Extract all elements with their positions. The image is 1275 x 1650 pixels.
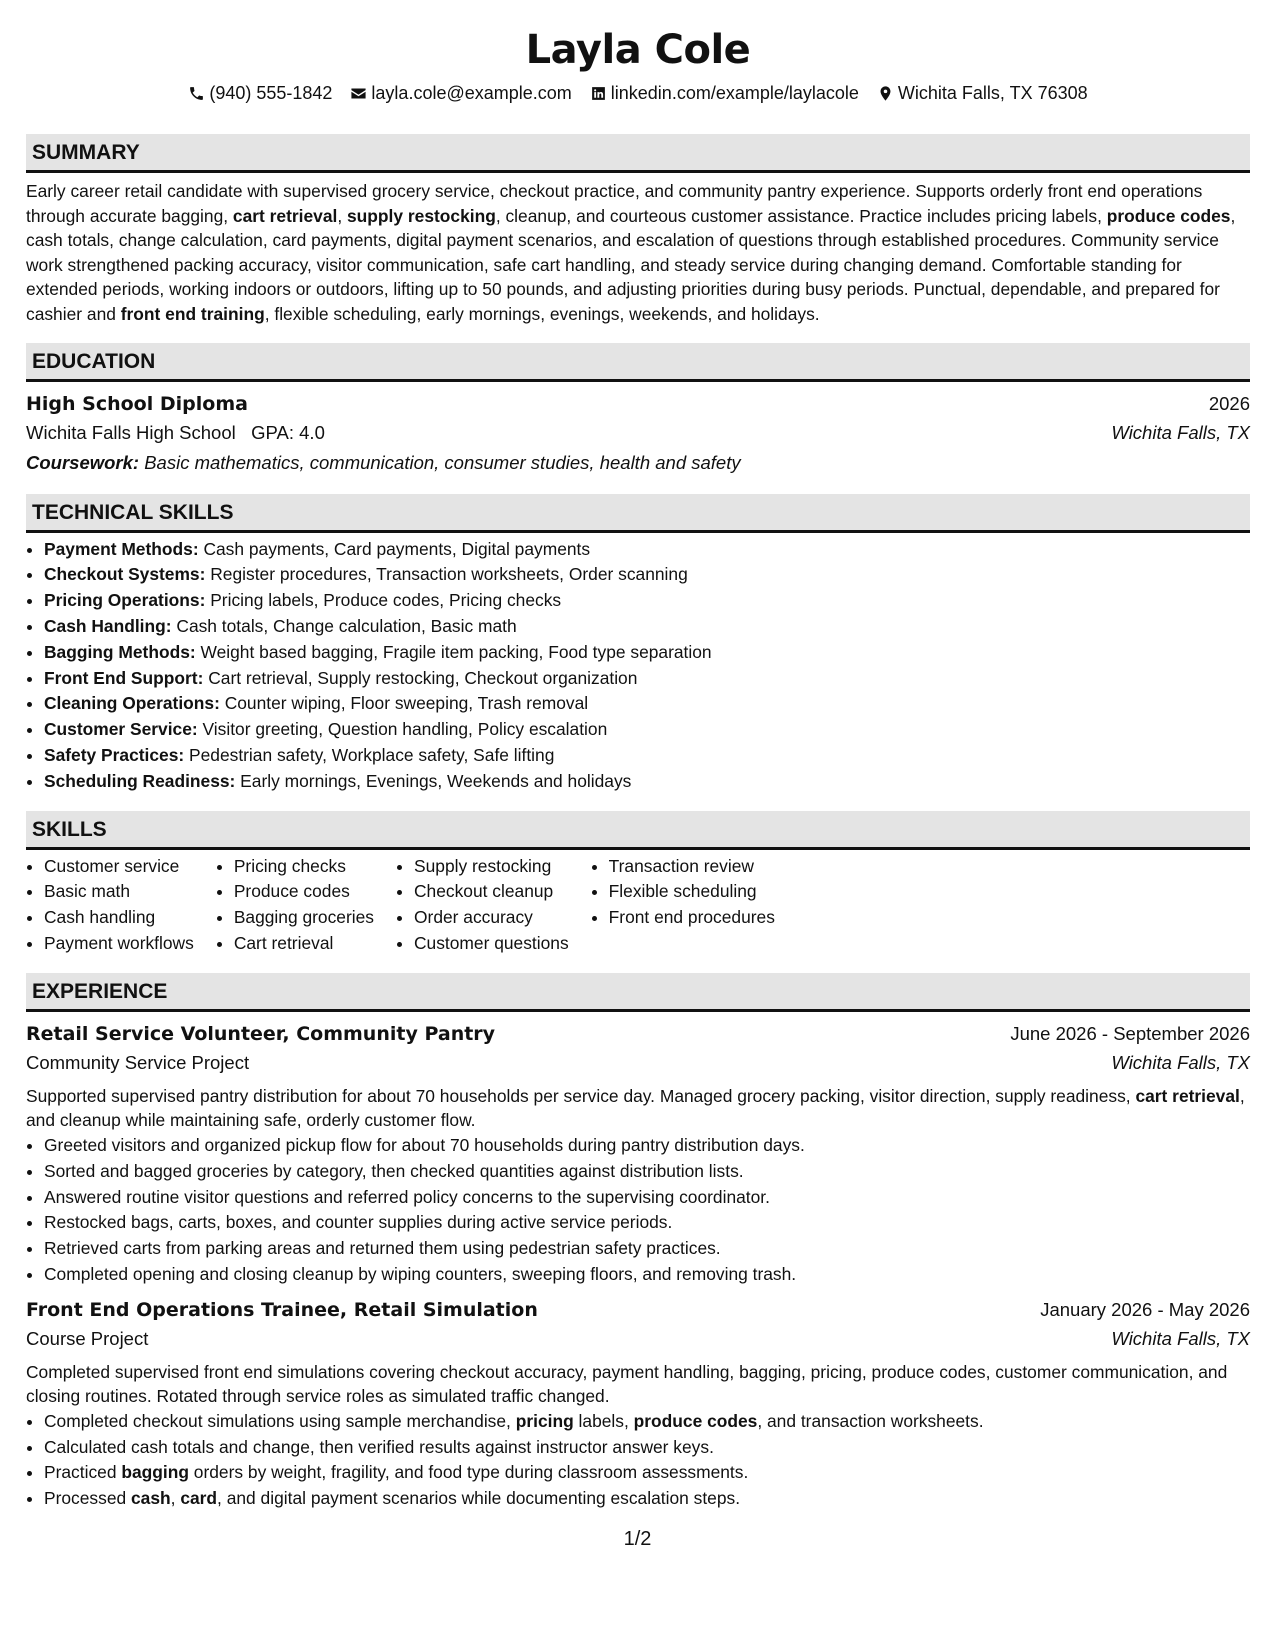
skill-category: Front End Support: xyxy=(44,667,204,688)
technical-skill-item xyxy=(44,666,1250,692)
skill-item: • Payment workflows xyxy=(44,931,194,957)
text-run: orders by weight, fragility, and food type during classroom assessments. xyxy=(188,1462,749,1483)
skill-category: Safety Practices: xyxy=(44,744,185,765)
contact-phone xyxy=(188,80,332,106)
skill-item: • Front end procedures xyxy=(609,905,775,931)
text-run: Practiced xyxy=(44,1462,122,1483)
text-run: , and transaction worksheets. xyxy=(757,1410,984,1431)
job-organization: Community Service Project xyxy=(26,1051,250,1073)
job-dates: June 2026 - September 2026 xyxy=(1010,1022,1250,1044)
skill-item: • Produce codes xyxy=(234,879,374,905)
job-summary xyxy=(26,1360,1250,1409)
text-run: Retrieved carts from parking areas and returned them using pedestrian safety practices. xyxy=(44,1238,721,1259)
skill-category: Checkout Systems: xyxy=(44,564,206,585)
bold-keyword: front end training xyxy=(120,303,265,324)
text-run: Sorted and bagged groceries by category, then checked quantities against distribution lists. xyxy=(44,1160,744,1181)
text-run: labels, xyxy=(573,1410,634,1431)
job-bullets xyxy=(26,1133,1250,1288)
text-run: , and cleanup while maintaining safe, orderly customer flow. xyxy=(26,1085,1245,1131)
job-title: Front End Operations Trainee, Retail Simulation xyxy=(26,1298,538,1321)
school-info xyxy=(26,418,325,448)
technical-skill-item xyxy=(44,717,1250,743)
skills-column xyxy=(591,854,775,957)
experience-list xyxy=(26,1020,1250,1512)
text-run: Processed xyxy=(44,1488,131,1509)
map-pin-icon xyxy=(877,85,894,102)
technical-skill-item xyxy=(44,769,1250,795)
envelope-icon xyxy=(350,85,367,102)
bold-keyword: bagging xyxy=(121,1462,189,1483)
skill-item: • Checkout cleanup xyxy=(414,879,569,905)
technical-skill-item xyxy=(44,588,1250,614)
text-run: Early career retail candidate with supervised grocery service, checkout practice, and community pantry experience. Supports orderly front end operations through accurate bagging, xyxy=(26,181,1203,226)
job-organization: Course Project xyxy=(26,1327,149,1349)
contact-location xyxy=(877,80,1088,106)
job-row-2 xyxy=(26,1048,1250,1078)
resume-page xyxy=(26,0,1250,1512)
technical-skill-item xyxy=(44,562,1250,588)
text-run: Greeted visitors and organized pickup flow for about 70 households during pantry distribution days. xyxy=(44,1134,805,1155)
job-bullets xyxy=(26,1409,1250,1512)
text-run: Completed opening and closing cleanup by wiping counters, sweeping floors, and removing trash. xyxy=(44,1263,797,1284)
page-number: 1/2 xyxy=(623,1528,652,1550)
skill-category: Scheduling Readiness: xyxy=(44,770,236,791)
text-run: , flexible scheduling, early mornings, evenings, weekends, and holidays. xyxy=(264,303,820,324)
skills-grid xyxy=(26,854,1250,957)
technical-skill-item xyxy=(44,743,1250,769)
linkedin-text[interactable]: linkedin.com/example/laylacole xyxy=(610,83,859,103)
skills-column xyxy=(396,854,569,957)
degree: High School Diploma xyxy=(26,392,248,415)
skill-item: • Bagging groceries xyxy=(234,905,374,931)
skill-values: Cash payments, Card payments, Digital payments xyxy=(198,538,591,559)
skill-item: • Order accuracy xyxy=(414,905,569,931)
text-run: Completed checkout simulations using sample merchandise, xyxy=(44,1410,516,1431)
technical-skills-list xyxy=(26,537,1250,795)
skill-values: Pedestrian safety, Workplace safety, Safe lifting xyxy=(184,744,555,765)
bold-keyword: supply restocking xyxy=(347,205,496,226)
linkedin-icon xyxy=(590,85,607,102)
bold-keyword: produce codes xyxy=(633,1410,758,1431)
text-run: Calculated cash totals and change, then verified results against instructor answer keys. xyxy=(44,1436,714,1457)
skill-item: • Pricing checks xyxy=(234,854,374,880)
job-location: Wichita Falls, TX xyxy=(1111,1327,1250,1349)
skills-column xyxy=(216,854,374,957)
skill-values: Early mornings, Evenings, Weekends and holidays xyxy=(235,770,632,791)
graduation-year: 2026 xyxy=(1208,392,1250,414)
summary-paragraph xyxy=(26,179,1250,327)
technical-skill-item xyxy=(44,640,1250,666)
job-title: Retail Service Volunteer, Community Pantry xyxy=(26,1022,496,1045)
skill-category: Bagging Methods: xyxy=(44,641,196,662)
technical-skill-item xyxy=(44,614,1250,640)
job-bullet xyxy=(44,1262,1250,1288)
text-run: , xyxy=(337,205,347,226)
coursework-list: Basic mathematics, communication, consumer studies, health and safety xyxy=(144,451,741,473)
skill-values: Visitor greeting, Question handling, Policy escalation xyxy=(197,719,608,740)
skill-category: Customer Service: xyxy=(44,719,198,740)
education-header: EDUCATION xyxy=(26,343,1250,382)
job-dates: January 2026 - May 2026 xyxy=(1040,1298,1250,1320)
skill-values: Pricing labels, Produce codes, Pricing checks xyxy=(205,590,562,611)
text-run: , cash totals, change calculation, card payments, digital payment scenarios, and escalation of questions through established procedures. Community service work strengthened packing accuracy, visitor communication, safe cart handling, and steady service during changing demand. Comfortable standing for extended periods, working indoors or outdoors, lifting up to 50 pounds, and adjusting priorities during busy periods. Punctual, dependable, and prepared for cashier and xyxy=(26,205,1236,324)
gpa: GPA: 4.0 xyxy=(251,421,325,443)
skill-values: Register procedures, Transaction worksheets, Order scanning xyxy=(205,564,688,585)
skill-values: Weight based bagging, Fragile item packing, Food type separation xyxy=(195,641,712,662)
bold-keyword: produce codes xyxy=(1106,205,1231,226)
job-bullet xyxy=(44,1435,1250,1461)
skill-item: • Supply restocking xyxy=(414,854,569,880)
skill-category: Payment Methods: xyxy=(44,538,199,559)
text-run: , and digital payment scenarios while documenting escalation steps. xyxy=(217,1488,741,1509)
skill-item: • Cash handling xyxy=(44,905,194,931)
text-run: , cleanup, and courteous customer assistance. Practice includes pricing labels, xyxy=(495,205,1107,226)
contact-bar xyxy=(26,80,1250,106)
bold-keyword: cart retrieval xyxy=(232,205,338,226)
job-bullet xyxy=(44,1159,1250,1185)
skill-item: • Flexible scheduling xyxy=(609,879,775,905)
email-text[interactable]: layla.cole@example.com xyxy=(371,83,572,103)
contact-email[interactable] xyxy=(350,80,571,106)
skill-item: • Customer service xyxy=(44,854,194,880)
bold-keyword: cash xyxy=(131,1488,171,1509)
job-bullet xyxy=(44,1133,1250,1159)
summary-header: SUMMARY xyxy=(26,134,1250,173)
bold-keyword: card xyxy=(180,1488,218,1509)
skills-column xyxy=(26,854,194,957)
school-location: Wichita Falls, TX xyxy=(1111,421,1250,443)
bold-keyword: cart retrieval xyxy=(1135,1085,1240,1106)
skill-values: Cart retrieval, Supply restocking, Checkout organization xyxy=(203,667,638,688)
bold-keyword: pricing xyxy=(515,1410,574,1431)
text-run: Answered routine visitor questions and referred policy concerns to the supervising coordinator. xyxy=(44,1186,770,1207)
skill-values: Cash totals, Change calculation, Basic math xyxy=(171,615,517,636)
skill-values: Counter wiping, Floor sweeping, Trash removal xyxy=(219,693,589,714)
text-run: Supported supervised pantry distribution for about 70 households per service day. Managed grocery packing, visitor direction, supply readiness, xyxy=(26,1085,1136,1106)
job-bullet xyxy=(44,1460,1250,1486)
job-bullet xyxy=(44,1409,1250,1435)
skills-header: SKILLS xyxy=(26,811,1250,850)
skill-category: Pricing Operations: xyxy=(44,590,206,611)
location-text: Wichita Falls, TX 76308 xyxy=(897,83,1088,103)
skill-item: • Customer questions xyxy=(414,931,569,957)
job-bullet xyxy=(44,1210,1250,1236)
coursework xyxy=(26,448,1250,478)
phone-icon xyxy=(188,85,205,102)
skill-item: • Cart retrieval xyxy=(234,931,374,957)
job-bullet xyxy=(44,1236,1250,1262)
job-row-1 xyxy=(26,1020,1250,1048)
technical-skill-item xyxy=(44,691,1250,717)
text-run: , xyxy=(170,1488,181,1509)
technical-skill-item xyxy=(44,537,1250,563)
education-row-1 xyxy=(26,390,1250,418)
skill-category: Cash Handling: xyxy=(44,615,172,636)
contact-linkedin[interactable] xyxy=(590,80,859,106)
job-summary xyxy=(26,1084,1250,1133)
job-bullet xyxy=(44,1185,1250,1211)
job-bullet xyxy=(44,1486,1250,1512)
school-name: Wichita Falls High School xyxy=(26,421,236,443)
job-row-1 xyxy=(26,1296,1250,1324)
text-run: Completed supervised front end simulations covering checkout accuracy, payment handling, bagging, pricing, produce codes, customer communication, and closing routines. Rotated through service roles as simulated traffic changed. xyxy=(26,1361,1228,1407)
text-run: Restocked bags, carts, boxes, and counter supplies during active service periods. xyxy=(44,1212,673,1233)
job-row-2 xyxy=(26,1324,1250,1354)
education-row-2 xyxy=(26,418,1250,448)
skill-category: Cleaning Operations: xyxy=(44,693,220,714)
candidate-name: Layla Cole xyxy=(525,27,751,73)
coursework-label: Coursework: xyxy=(26,451,140,473)
skill-item: • Transaction review xyxy=(609,854,775,880)
experience-header: EXPERIENCE xyxy=(26,973,1250,1012)
technical-skills-header: TECHNICAL SKILLS xyxy=(26,494,1250,533)
phone-text: (940) 555-1842 xyxy=(209,83,333,103)
skill-item: • Basic math xyxy=(44,879,194,905)
job-location: Wichita Falls, TX xyxy=(1111,1051,1250,1073)
